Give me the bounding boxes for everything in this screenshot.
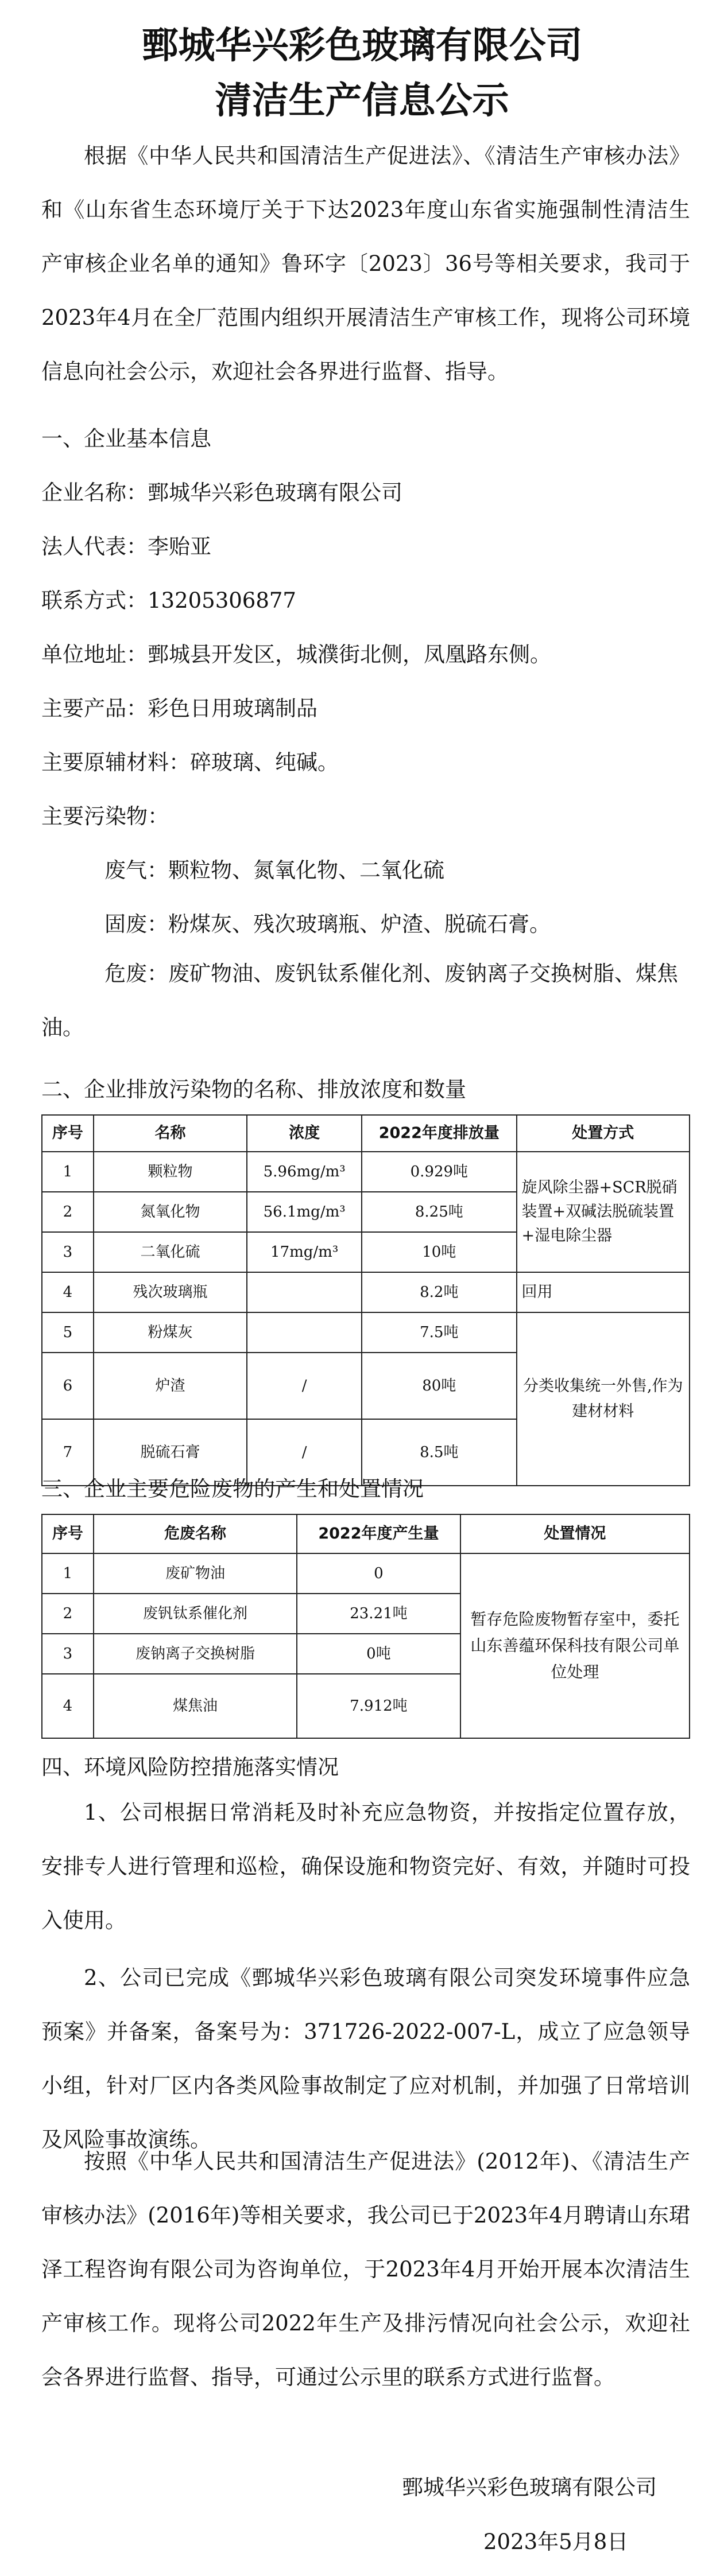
company-title: 鄄城华兴彩色玻璃有限公司 [141, 24, 583, 67]
row-no: 4 [42, 1674, 94, 1738]
section4-heading: 四、环境风险防控措施落实情况 [41, 1755, 339, 1780]
row-name: 二氧化硫 [94, 1232, 247, 1272]
row-amount: 10吨 [362, 1232, 516, 1272]
contact-line: 联系方式：13205306877 [41, 588, 296, 613]
pollutants-label: 主要污染物： [41, 804, 169, 829]
disposal-gas: 旋风除尘器+SCR脱硝装置+双碱法脱硫装置+湿电除尘器 [517, 1152, 690, 1272]
table-row [42, 1152, 690, 1192]
header-disposal: 处置方式 [517, 1115, 690, 1152]
disposal-recycle: 回用 [517, 1272, 690, 1312]
row-amount: 8.5吨 [362, 1419, 516, 1486]
product-line: 主要产品：彩色日用玻璃制品 [41, 696, 318, 721]
row-name: 废钠离子交换树脂 [94, 1634, 297, 1674]
header-amount: 2022年度排放量 [362, 1115, 516, 1152]
row-name: 氮氧化物 [94, 1192, 247, 1232]
section3-heading: 三、企业主要危险废物的产生和处置情况 [41, 1477, 424, 1501]
header-no: 序号 [42, 1115, 94, 1152]
row-name: 残次玻璃瓶 [94, 1272, 247, 1312]
section2-heading: 二、企业排放污染物的名称、排放浓度和数量 [41, 1077, 466, 1102]
row-no: 7 [42, 1419, 94, 1486]
row-name: 废矿物油 [94, 1553, 297, 1594]
header-disposal: 处置情况 [460, 1514, 690, 1553]
hazardous-waste-table [41, 1514, 690, 1739]
header-name: 名称 [94, 1115, 247, 1152]
row-name: 煤焦油 [94, 1674, 297, 1738]
header-waste-name: 危废名称 [94, 1514, 297, 1553]
row-no: 1 [42, 1553, 94, 1594]
emission-table [41, 1114, 690, 1486]
company-name-line: 企业名称：鄄城华兴彩色玻璃有限公司 [41, 480, 402, 505]
legal-rep-line: 法人代表：李贻亚 [41, 534, 211, 559]
solid-waste-line: 固废：粉煤灰、残次玻璃瓶、炉渣、脱硫石膏。 [104, 912, 551, 937]
row-concentration: 56.1mg/m³ [247, 1192, 362, 1232]
row-concentration: / [247, 1353, 362, 1419]
row-concentration: 5.96mg/m³ [247, 1152, 362, 1192]
emission-table-header [42, 1115, 690, 1152]
row-amount: 7.5吨 [362, 1312, 516, 1353]
hazard-table-header [42, 1514, 690, 1553]
row-amount: 8.2吨 [362, 1272, 516, 1312]
row-amount: 0吨 [297, 1634, 460, 1674]
row-amount: 0.929吨 [362, 1152, 516, 1192]
table-row [42, 1312, 690, 1353]
header-no: 序号 [42, 1514, 94, 1553]
row-no: 2 [42, 1192, 94, 1232]
row-concentration: / [247, 1419, 362, 1486]
row-concentration [247, 1312, 362, 1353]
row-amount: 0 [297, 1553, 460, 1594]
risk-paragraph-2: 2、公司已完成《鄄城华兴彩色玻璃有限公司突发环境事件应急预案》并备案，备案号为：371726-2022-007-L，成立了应急领导小组，针对厂区内各类风险事故制定了应对机制，并加强了日常培训及风险事故演练。 [41, 1965, 690, 2152]
row-no: 4 [42, 1272, 94, 1312]
row-no: 5 [42, 1312, 94, 1353]
intro-paragraph: 根据《中华人民共和国清洁生产促进法》、《清洁生产审核办法》和《山东省生态环境厅关于下达2023年度山东省实施强制性清洁生产审核企业名单的通知》鲁环字〔2023〕36号等相关要求，我司于2023年4月在全厂范围内组织开展清洁生产审核工作，现将公司环境信息向社会公示，欢迎社会各界进行监督、指导。 [41, 143, 690, 384]
row-amount: 80吨 [362, 1353, 516, 1419]
row-amount: 8.25吨 [362, 1192, 516, 1232]
row-no: 2 [42, 1594, 94, 1634]
row-no: 1 [42, 1152, 94, 1192]
materials-line: 主要原辅材料：碎玻璃、纯碱。 [41, 750, 339, 775]
row-name: 炉渣 [94, 1353, 247, 1419]
row-name: 废钒钛系催化剂 [94, 1594, 297, 1634]
risk-paragraph-1: 1、公司根据日常消耗及时补充应急物资，并按指定位置存放，安排专人进行管理和巡检，确保设施和物资完好、有效，并随时可投入使用。 [41, 1800, 690, 1933]
header-concentration: 浓度 [247, 1115, 362, 1152]
row-concentration [247, 1272, 362, 1312]
header-amount: 2022年度产生量 [297, 1514, 460, 1553]
closing-paragraph: 按照《中华人民共和国清洁生产促进法》(2012年)、《清洁生产审核办法》(2016年)等相关要求，我公司已于2023年4月聘请山东珺泽工程咨询有限公司为咨询单位，于2023年4月开始开展本次清洁生产审核工作。现将公司2022年生产及排污情况向社会公示，欢迎社会各界进行监督、指导，可通过公示里的联系方式进行监督。 [41, 2149, 690, 2389]
row-amount: 7.912吨 [297, 1674, 460, 1738]
row-no: 6 [42, 1353, 94, 1419]
row-no: 3 [42, 1634, 94, 1674]
hazardous-waste-line: 危废：废矿物油、废钒钛系催化剂、废钠离子交换树脂、煤焦油。 [41, 961, 678, 1040]
section1-heading: 一、企业基本信息 [41, 426, 211, 451]
document-title: 清洁生产信息公示 [215, 79, 509, 122]
signature-date: 2023年5月8日 [483, 2530, 629, 2554]
disposal-solid: 分类收集统一外售,作为建材材料 [517, 1312, 690, 1486]
address-line: 单位地址：鄄城县开发区，城濮街北侧，凤凰路东侧。 [41, 642, 551, 667]
row-name: 颗粒物 [94, 1152, 247, 1192]
row-no: 3 [42, 1232, 94, 1272]
gas-pollutants-line: 废气：颗粒物、氮氧化物、二氧化硫 [104, 858, 444, 883]
row-amount: 23.21吨 [297, 1594, 460, 1634]
table-row [42, 1553, 690, 1594]
hazard-disposal: 暂存危险废物暂存室中，委托山东善蕴环保科技有限公司单位处理 [460, 1553, 690, 1738]
row-concentration: 17mg/m³ [247, 1232, 362, 1272]
signature-company: 鄄城华兴彩色玻璃有限公司 [402, 2475, 657, 2500]
table-row [42, 1272, 690, 1312]
row-name: 脱硫石膏 [94, 1419, 247, 1486]
row-name: 粉煤灰 [94, 1312, 247, 1353]
